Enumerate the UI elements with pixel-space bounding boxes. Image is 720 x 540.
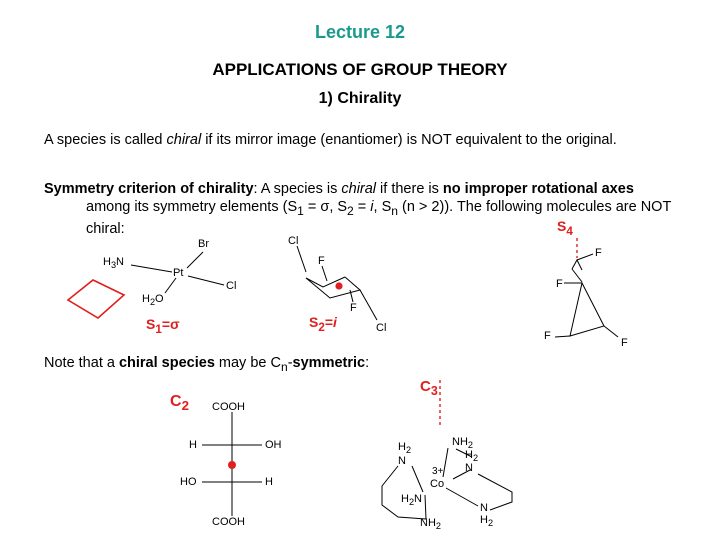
f1-label: F <box>595 247 602 259</box>
pt-label: Pt <box>173 267 184 279</box>
f-bottom-label: F <box>350 302 357 314</box>
chiral-note-paragraph: Note that a chiral species may be $C_n$-symmetric: <box>44 355 370 374</box>
f2-label: F <box>556 278 563 290</box>
slide-heading: APPLICATIONS OF GROUP THEORY <box>212 60 508 79</box>
oh-label: OH <box>265 439 282 451</box>
s4-label: $S_4$ <box>557 218 573 238</box>
sp-f4-bond <box>604 326 618 337</box>
h2n-mid-label: $H_2N$ <box>401 493 422 508</box>
pt-cl-bond <box>188 276 224 285</box>
sp-cyclopropane <box>570 283 604 336</box>
f3-label: F <box>544 330 551 342</box>
cl-top-label: Cl <box>288 235 299 247</box>
cl-bottom-label: Cl <box>376 322 387 334</box>
cb-f1-bond <box>322 266 327 281</box>
sp-ring-edge <box>572 269 582 282</box>
co-label: Co <box>430 478 445 490</box>
definition-paragraph: A species is called chiral if its mirror image (enantiomer) is NOT equivalent to the original. <box>44 132 617 148</box>
cb-front-edge <box>306 277 360 298</box>
br-label: Br <box>198 238 209 250</box>
c2-label: $C_2$ <box>170 393 189 414</box>
cooh-top-label: COOH <box>212 401 245 413</box>
sp-top-ring <box>572 260 582 270</box>
n-right-label: N <box>465 462 473 474</box>
inversion-center-dot <box>335 282 342 289</box>
c3-label: $C_3$ <box>420 378 438 398</box>
pt-n-bond <box>131 265 172 272</box>
cooh-bottom-label: COOH <box>212 516 245 528</box>
cb-cl1-bond <box>297 246 306 272</box>
mirror-plane-rhombus <box>68 280 124 318</box>
n-left-label: N <box>398 455 406 467</box>
n-bottom-right-label: N <box>480 502 488 514</box>
nh2-bottom-label: $NH_2$ <box>420 517 441 532</box>
symmetry-criterion-paragraph: Symmetry criterion of chirality: A species is chiral if there is no improper rotational axes among its symmetry elements ($S_1 = \sigma$, $S_2 = i$, $S_n$ (n > 2)). The following molecules are NOT chiral: <box>44 181 672 237</box>
f4-label: F <box>621 337 628 349</box>
charge-label: 3+ <box>432 466 444 477</box>
h-lower-label: H <box>265 476 273 488</box>
s1-label: $S_1=\sigma$ <box>146 316 180 336</box>
h3n-label: $H_3N$ <box>103 256 124 271</box>
s2-label: $S_2=i$ <box>309 314 337 334</box>
cl-label: Cl <box>226 280 237 292</box>
pt-o-bond <box>165 278 176 293</box>
slide-subheading: 1) Chirality <box>318 90 402 107</box>
fischer-center-dot <box>228 461 236 469</box>
co-top-arm <box>443 448 448 477</box>
h2o-label: $H_2O$ <box>142 293 164 308</box>
f-top-label: F <box>318 255 325 267</box>
sp-f3-bond <box>555 336 570 337</box>
h2-left-label: $H_2$ <box>398 441 412 456</box>
pt-br-bond <box>187 252 203 268</box>
ho-label: HO <box>180 476 197 488</box>
sp-f1-bond <box>577 254 593 260</box>
h-upper-label: H <box>189 439 197 451</box>
lecture-title: Lecture 12 <box>314 22 406 42</box>
cb-cl2-bond <box>360 290 377 320</box>
nh2-top-label: $NH_2$ <box>452 436 473 451</box>
co-br-arm <box>446 488 478 506</box>
h2-bottom-right-label: $H_2$ <box>480 514 494 529</box>
co-bottom-arm <box>425 495 426 519</box>
co-left-n-arm <box>412 466 423 492</box>
h2-right-label: $H_2$ <box>465 449 479 464</box>
